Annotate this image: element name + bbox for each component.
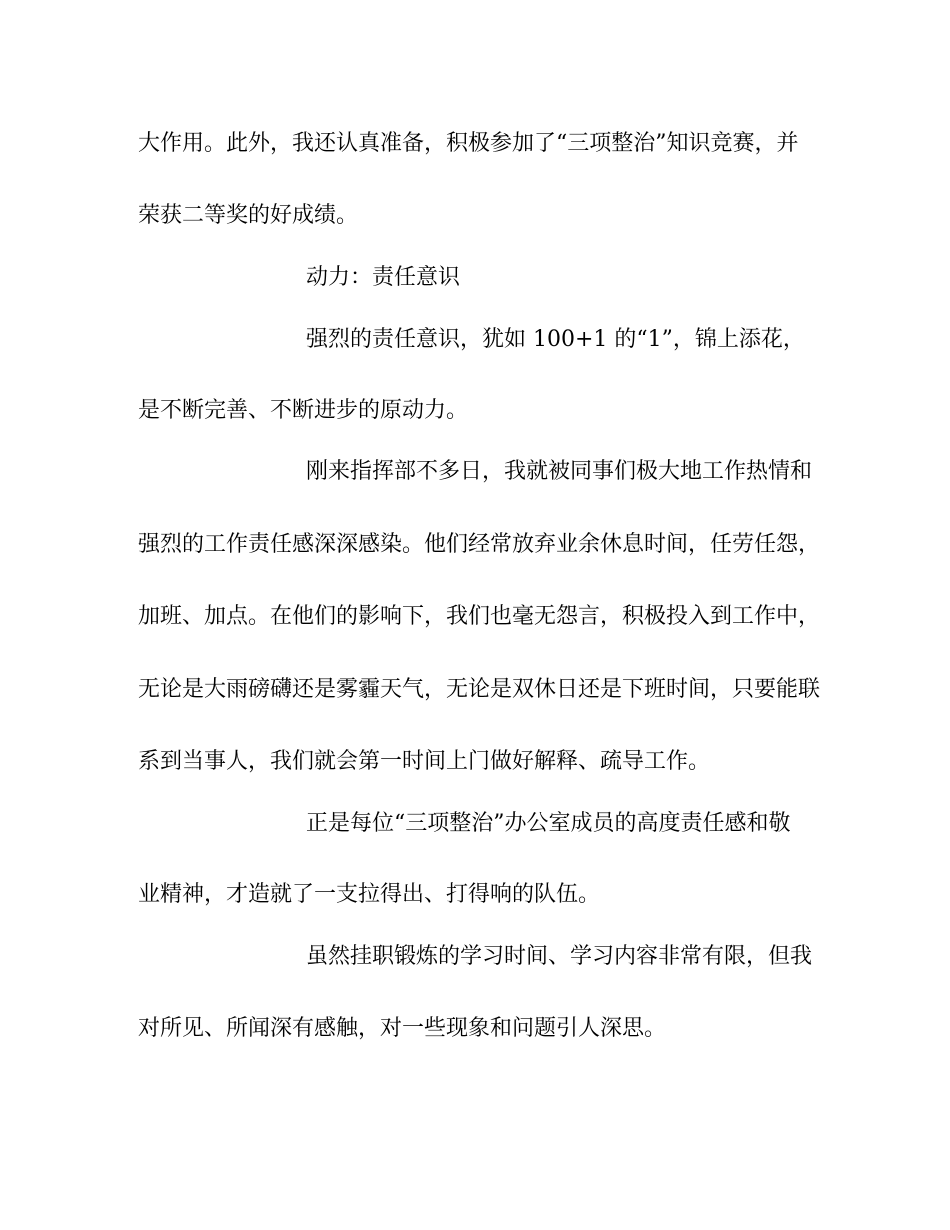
- paragraph-line: 强烈的责任意识，犹如 100+1 的“1”，锦上添花，: [306, 327, 805, 352]
- paragraph-line: 业精神，才造就了一支拉得出、打得响的队伍。: [138, 882, 601, 907]
- paragraph-line: 大作用。此外，我还认真准备，积极参加了“三项整治”知识竞赛，并: [138, 131, 799, 156]
- paragraph-line: 强烈的工作责任感深深感染。他们经常放弃业余休息时间，任劳任怨，: [138, 532, 821, 557]
- paragraph-line: 虽然挂职锻炼的学习时间、学习内容非常有限，但我: [306, 944, 813, 969]
- paragraph-line: 是不断完善、不断进步的原动力。: [138, 398, 469, 423]
- paragraph-line: 荣获二等奖的好成绩。: [138, 203, 359, 228]
- paragraph-line: 系到当事人，我们就会第一时间上门做好解释、疏导工作。: [138, 749, 711, 774]
- paragraph-line: 刚来指挥部不多日，我就被同事们极大地工作热情和: [306, 459, 813, 484]
- paragraph-line: 正是每位“三项整治”办公室成员的高度责任感和敬: [306, 811, 791, 836]
- paragraph-line: 加班、加点。在他们的影响下，我们也毫无怨言，积极投入到工作中，: [138, 604, 821, 629]
- paragraph-line: 无论是大雨磅礴还是雾霾天气，无论是双休日还是下班时间，只要能联: [138, 677, 821, 702]
- paragraph-line: 对所见、所闻深有感触，对一些现象和问题引人深思。: [138, 1016, 667, 1041]
- section-heading: 动力：责任意识: [306, 265, 461, 290]
